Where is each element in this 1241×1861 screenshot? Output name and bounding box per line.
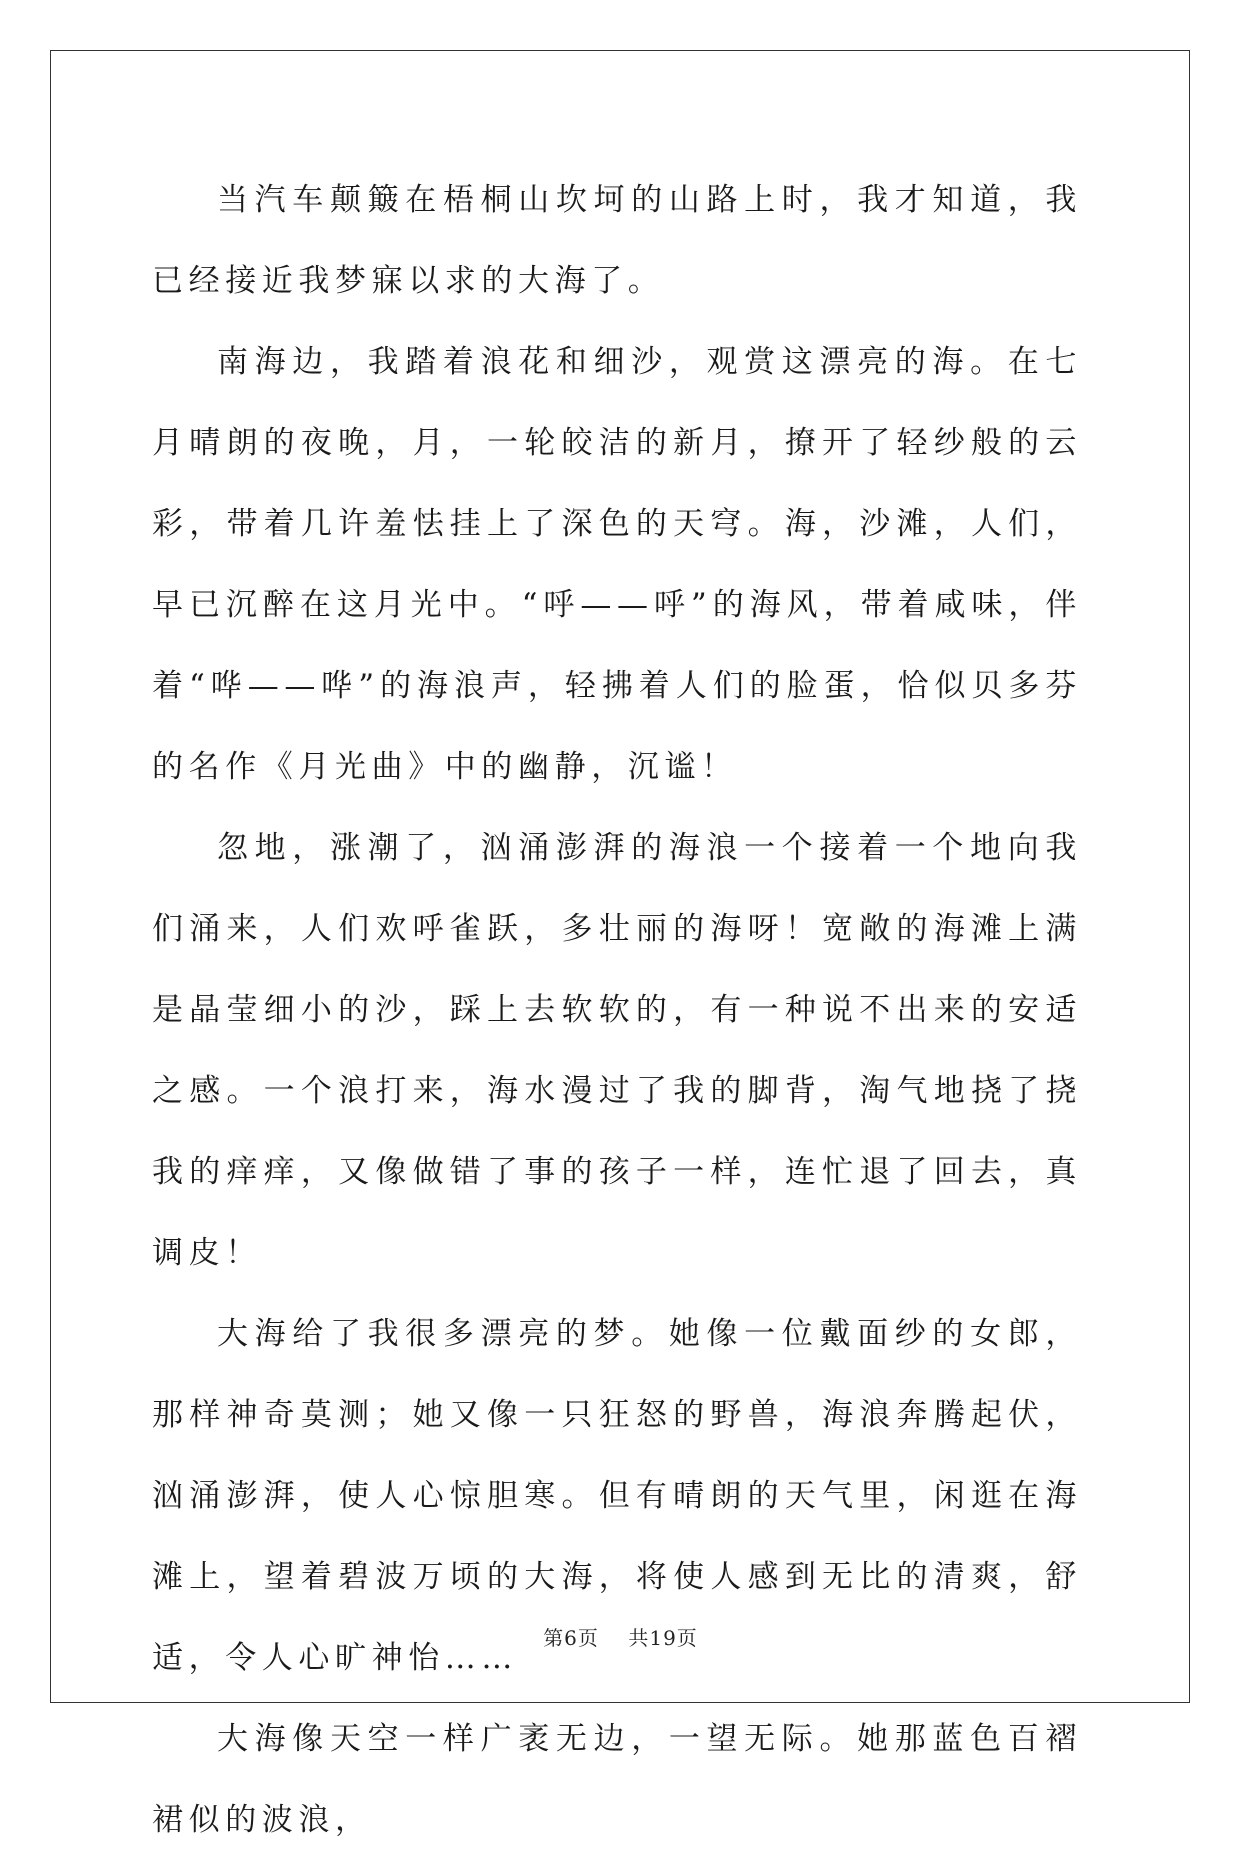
page-number: 第6页: [543, 1626, 599, 1650]
paragraph-1: 当汽车颠簸在梧桐山坎坷的山路上时，我才知道，我已经接近我梦寐以求的大海了。: [152, 182, 1082, 299]
paragraph-3: 忽地，涨潮了，汹涌澎湃的海浪一个接着一个地向我们涌来，人们欢呼雀跃，多壮丽的海呀！宽敞的海滩上满是晶莹细小的沙，踩上去软软的，有一种说不出来的安适之感。一个浪打来，海水漫过了我的脚背，淘气地挠了挠我的痒痒，又像做错了事的孩子一样，连忙退了回去，真调皮！: [152, 830, 1082, 1271]
paragraph-4: 大海给了我很多漂亮的梦。她像一位戴面纱的女郎，那样神奇莫测；她又像一只狂怒的野兽，海浪奔腾起伏，汹涌澎湃，使人心惊胆寒。但有晴朗的天气里，闲逛在海滩上，望着碧波万顷的大海，将使人感到无比的清爽，舒适，令人心旷神怡……: [152, 1316, 1082, 1676]
paragraph-2: 南海边，我踏着浪花和细沙，观赏这漂亮的海。在七月晴朗的夜晚，月，一轮皎洁的新月，撩开了轻纱般的云彩，带着几许羞怯挂上了深色的天穹。海，沙滩，人们，早已沉醉在这月光中。“呼——呼”的海风，带着咸味，伴着“哗——哗”的海浪声，轻拂着人们的脸蛋，恰似贝多芬的名作《月光曲》中的幽静，沉谧！: [152, 344, 1082, 785]
paragraph-5: 大海像天空一样广袤无边，一望无际。她那蓝色百褶裙似的波浪，: [152, 1721, 1082, 1838]
document-body: [152, 160, 1082, 1861]
page-total: 共19页: [628, 1626, 698, 1650]
page-footer: [0, 1622, 1241, 1651]
